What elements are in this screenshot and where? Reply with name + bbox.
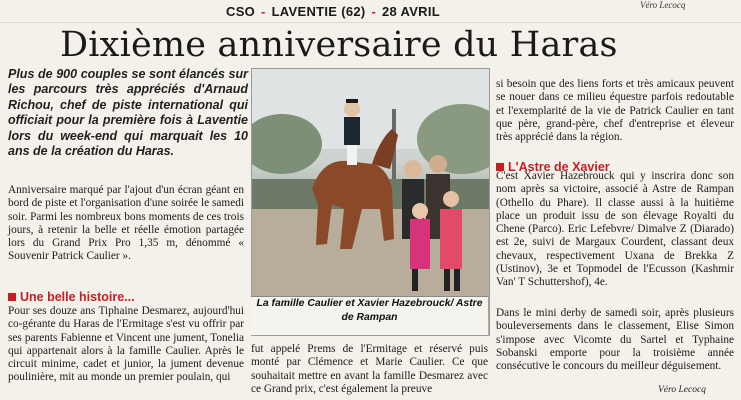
photo-illustration	[252, 69, 489, 297]
fold-line	[0, 22, 741, 23]
lead-paragraph: Plus de 900 couples se sont élancés sur les parcours très appréciés d'Arnaud Richou, chef de piste international qui officiait pour la première fois à Laventie lors du week-end qui marquait les 10 ans de la création du Haras.	[8, 67, 248, 159]
intro-text: Anniversaire marqué par l'ajout d'un écran géant en bord de piste et l'organisation d'une soirée le samedi soir. Parmi les nombreux bons moments de ces trois jours, à retenir la belle et réelle émotion partagée lors du Grand Prix Pro 1,35 m, dénommé « Souvenir Patrick Caulier ».	[8, 184, 244, 263]
section-body-astre-de-xavier: C'est Xavier Hazebrouck qui y inscrira donc son nom après sa victoire, associé à Astre de Rampan (Othello du Phare). Il classe aussi à la huitième place un produit issu de son élevage Royalti du Chene (Parco). Eric Lefebvre/ Dimalve Z (Diarado) est 2e, suivi de Margaux Courdent, classant deux chevaux, respectivement Uxana de Brekka Z (Ustinov), 3e et Topmodel de l'Ecusson (Kashmir Van' T Schuttershof), 4e.	[496, 170, 734, 289]
section-title: Une belle histoire...	[20, 290, 135, 304]
section-title: L'Astre de Xavier	[508, 160, 610, 174]
photo-credit-bottom: Véro Lecocq	[658, 385, 706, 395]
kicker-date: 28 AVRIL	[382, 4, 441, 19]
photo-caption: La famille Caulier et Xavier Hazebrouck/ Astre de Rampan	[251, 296, 488, 335]
kicker-event: CSO	[226, 4, 256, 19]
column3-closing: Dans le mini derby de samedi soir, après plusieurs bouleversements dans le classement, Elise Simon s'impose avec Vicomte du Sartel et Typhaine Sobanski emporte pour la troisième année consécutive le concours du meilleur déguisement.	[496, 307, 734, 373]
kicker-separator: -	[261, 4, 266, 19]
kicker	[226, 4, 440, 19]
red-square-icon	[8, 293, 16, 301]
column3-intro: si besoin que des liens forts et très amicaux peuvent se nouer dans ce milieu équestre parfois redoutable et l'exemplarité de la vie de Patrick Caulier en tant que père, grand-père, chef d'entreprise et éleveur très apprécié dans la région.	[496, 78, 734, 144]
photo-credit-top: Véro Lecocq	[640, 0, 686, 10]
section-body-belle-histoire: Pour ses douze ans Tiphaine Desmarez, aujourd'hui co-gérante du Haras de l'Ermitage s'est vu offrir par ses parents Fabienne et Vincent une jument, Tonelia qui appartenait alors à la famille Caulier. Après le circuit minime, cadet et junior, la jument devenue poulinière, mit au monde un premier poulain, qui	[8, 305, 244, 384]
kicker-separator: -	[371, 4, 377, 19]
headline: Dixième anniversaire du Haras	[60, 25, 618, 65]
kicker-place: LAVENTIE (62)	[271, 4, 366, 19]
column2-text: fut appelé Prems de l'Ermitage et réservé puis monté par Clémence et Marie Caulier. Ce que souhaitait mettre en avant la famille Desmarez avec ce Grand prix, c'est également la preuve	[251, 343, 488, 395]
section-heading-belle-histoire	[8, 290, 135, 304]
